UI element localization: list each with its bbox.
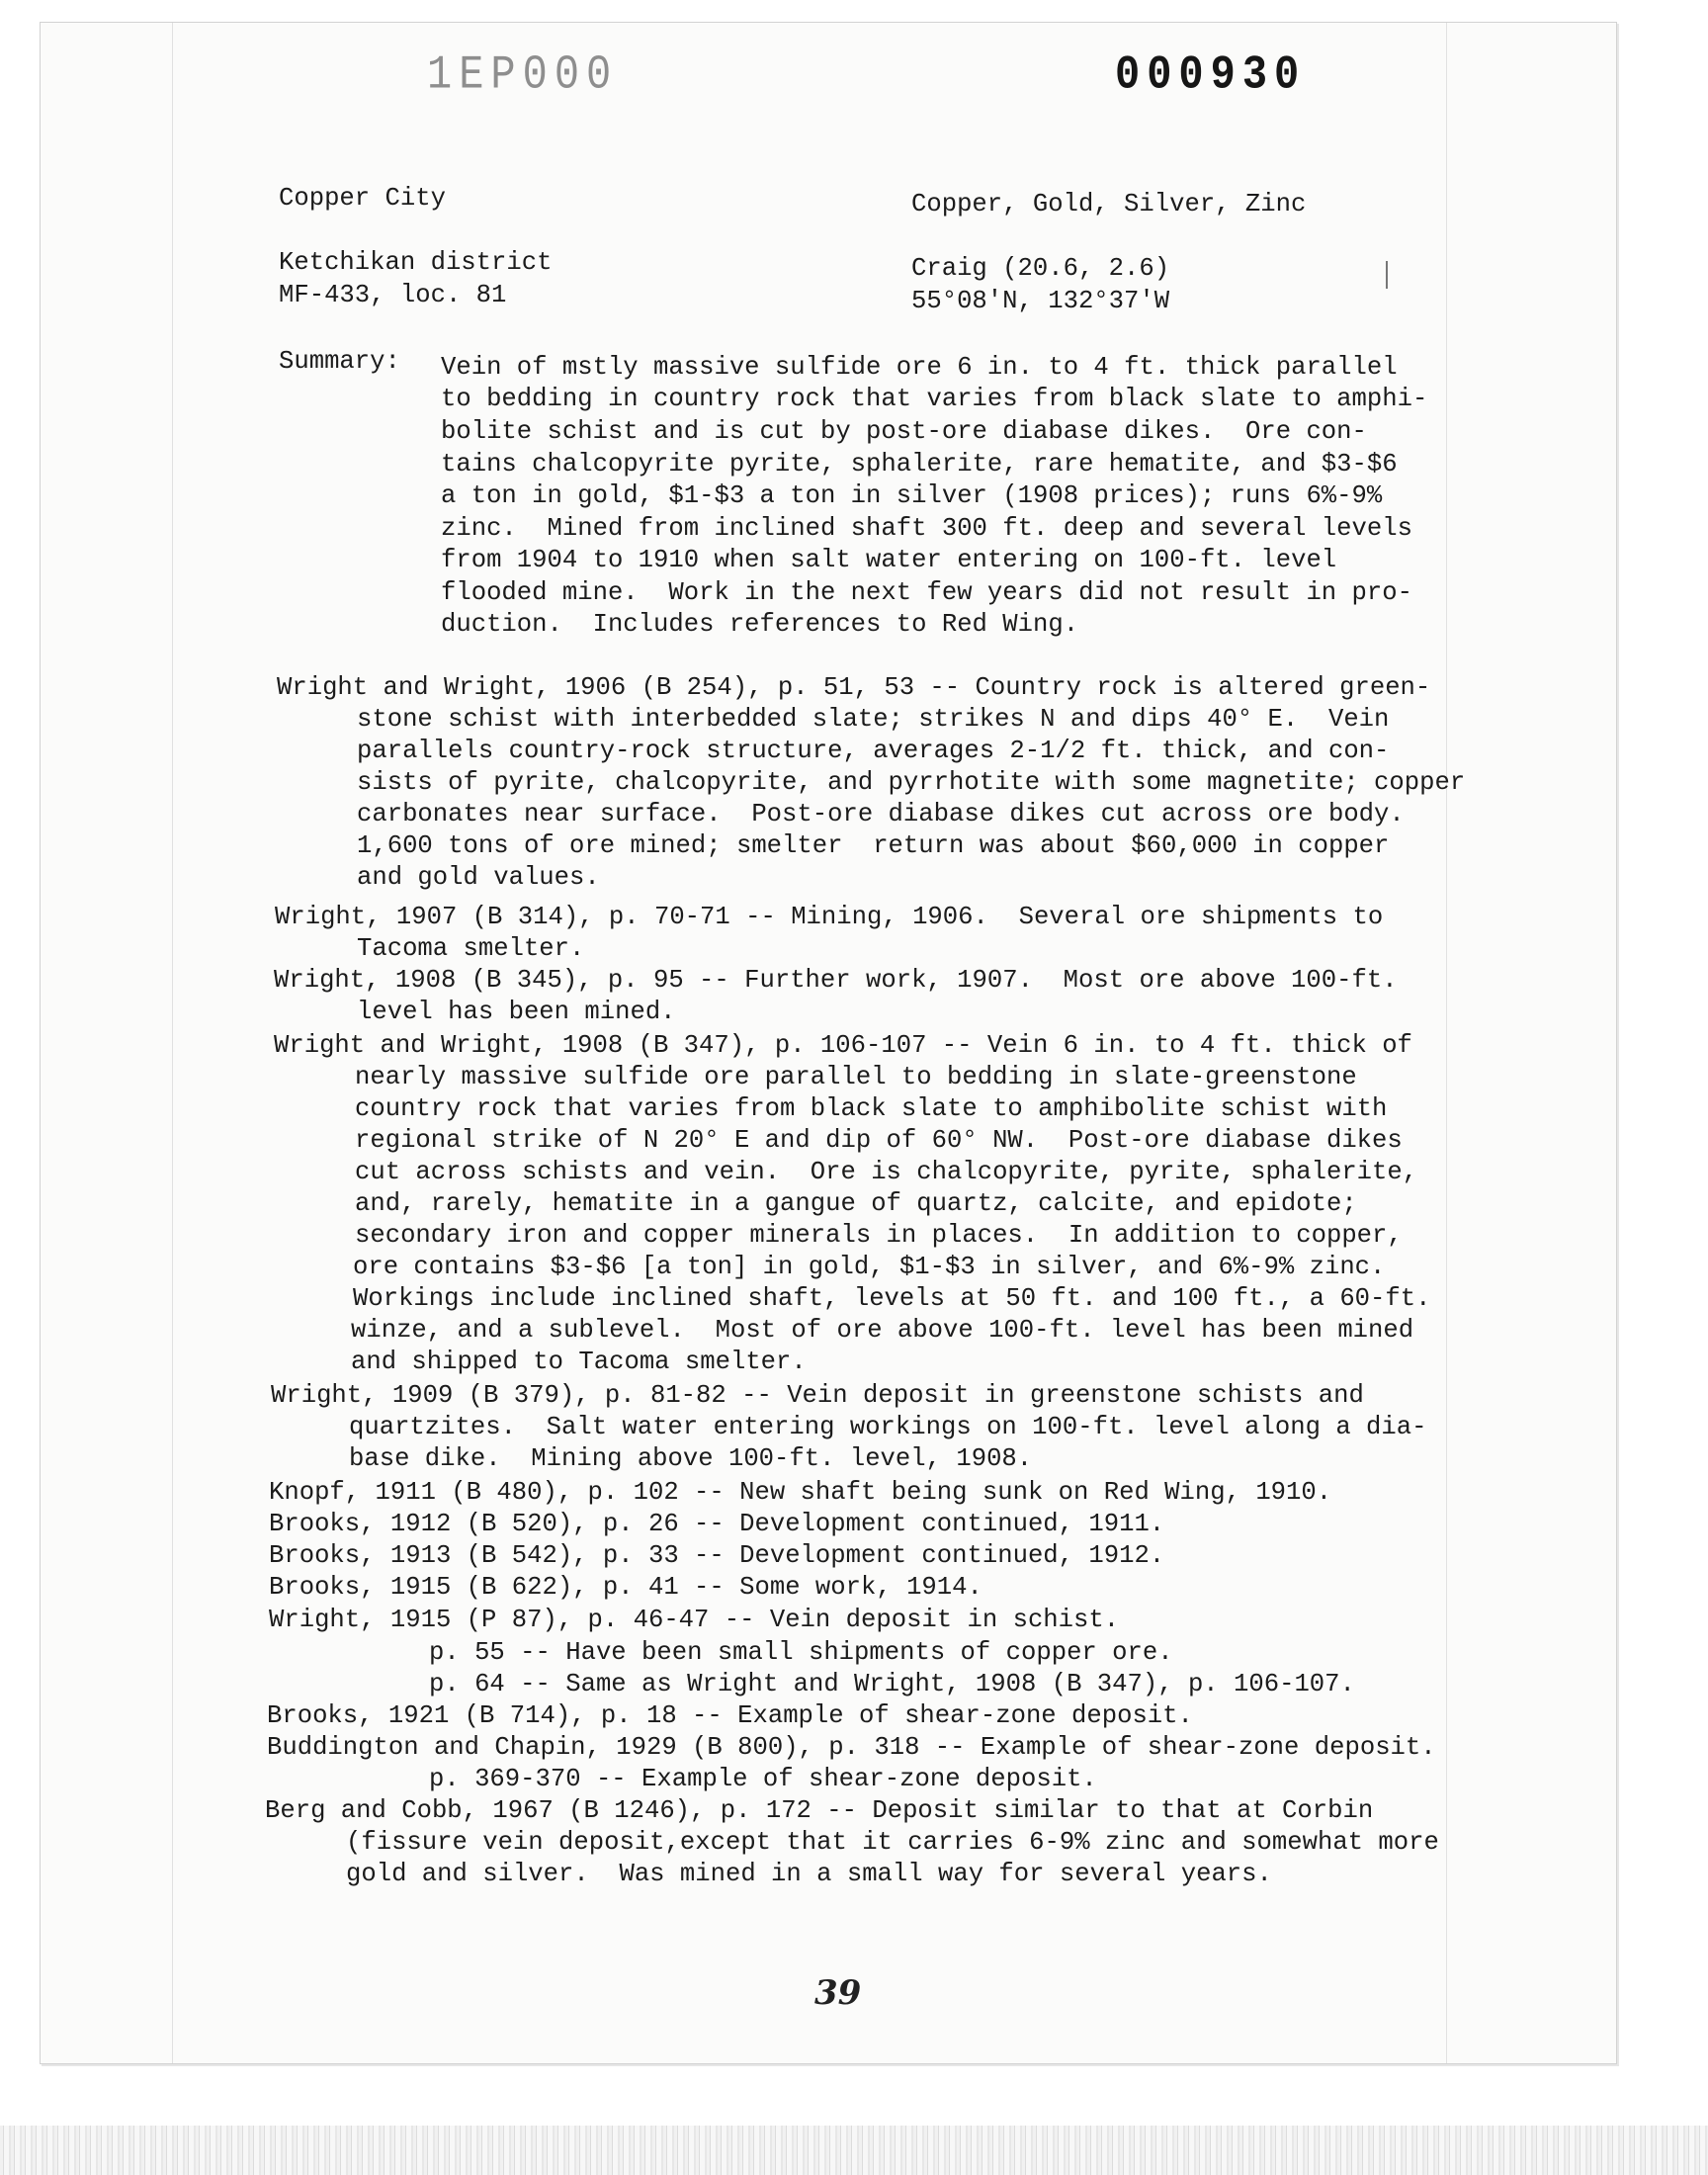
summary-line: duction. Includes references to Red Wing. xyxy=(441,610,1079,639)
reference-line: country rock that varies from black slate to amphibolite schist with xyxy=(355,1094,1388,1123)
district: Ketchikan district xyxy=(279,248,553,277)
reference-line: Workings include inclined shaft, levels at 50 ft. and 100 ft., a 60-ft. xyxy=(353,1284,1431,1313)
summary-line: a ton in gold, $1-$3 a ton in silver (1908 prices); runs 6%-9% xyxy=(441,481,1383,510)
stamp-document-code: 1EP000 xyxy=(427,47,619,103)
deposit-name: Copper City xyxy=(279,184,446,213)
pencil-mark xyxy=(1386,261,1388,289)
reference-line: sists of pyrite, chalcopyrite, and pyrrhotite with some magnetite; copper xyxy=(357,768,1466,797)
reference-line: Wright, 1907 (B 314), p. 70-71 -- Mining, 1906. Several ore shipments to xyxy=(275,903,1384,931)
reference-line: winze, and a sublevel. Most of ore above 100-ft. level has been mined xyxy=(351,1316,1414,1345)
reference-line: ore contains $3-$6 [a ton] in gold, $1-$3 in silver, and 6%-9% zinc. xyxy=(353,1253,1386,1281)
reference-line: carbonates near surface. Post-ore diabase dikes cut across ore body. xyxy=(357,800,1405,828)
reference-line: p. 55 -- Have been small shipments of copper ore. xyxy=(429,1638,1173,1667)
reference-line: and gold values. xyxy=(357,863,600,892)
coordinates: 55°08'N, 132°37'W xyxy=(911,287,1170,315)
reference-line: p. 369-370 -- Example of shear-zone deposit. xyxy=(429,1765,1097,1793)
reference-line: Wright and Wright, 1906 (B 254), p. 51, 53 -- Country rock is altered green- xyxy=(277,673,1431,702)
reference-line: secondary iron and copper minerals in places. In addition to copper, xyxy=(355,1221,1403,1250)
summary-line: flooded mine. Work in the next few years did not result in pro- xyxy=(441,578,1412,607)
summary-line: tains chalcopyrite pyrite, sphalerite, rare hematite, and $3-$6 xyxy=(441,450,1398,478)
reference-line: quartzites. Salt water entering workings on 100-ft. level along a dia- xyxy=(349,1413,1427,1441)
reference-line: Wright and Wright, 1908 (B 347), p. 106-107 -- Vein 6 in. to 4 ft. thick of xyxy=(274,1031,1412,1060)
reference-line: Wright, 1909 (B 379), p. 81-82 -- Vein deposit in greenstone schists and xyxy=(271,1381,1364,1410)
reference-line: level has been mined. xyxy=(357,998,676,1026)
reference-line: base dike. Mining above 100-ft. level, 1908. xyxy=(349,1444,1033,1473)
reference-line: Brooks, 1913 (B 542), p. 33 -- Development continued, 1912. xyxy=(269,1541,1165,1570)
reference-line: Wright, 1908 (B 345), p. 95 -- Further work, 1907. Most ore above 100-ft. xyxy=(274,966,1398,995)
stamp-page-id: 000930 xyxy=(1115,47,1307,103)
quadrangle: Craig (20.6, 2.6) xyxy=(911,254,1170,283)
summary-label: Summary: xyxy=(279,347,400,376)
reference-line: and, rarely, hematite in a gangue of quartz, calcite, and epidote; xyxy=(355,1189,1357,1218)
summary-line: bolite schist and is cut by post-ore diabase dikes. Ore con- xyxy=(441,417,1367,446)
reference-line: stone schist with interbedded slate; strikes N and dips 40° E. Vein xyxy=(357,705,1390,734)
summary-line: from 1904 to 1910 when salt water entering on 100-ft. level xyxy=(441,546,1337,574)
reference-line: (fissure vein deposit,except that it carries 6-9% zinc and somewhat more xyxy=(346,1828,1439,1857)
reference-line: and shipped to Tacoma smelter. xyxy=(351,1348,807,1376)
reference-line: Berg and Cobb, 1967 (B 1246), p. 172 -- Deposit similar to that at Corbin xyxy=(265,1796,1374,1825)
summary-line: to bedding in country rock that varies from black slate to amphi- xyxy=(441,385,1428,413)
reference-line: Tacoma smelter. xyxy=(357,934,585,963)
reference-line: p. 64 -- Same as Wright and Wright, 1908 (B 347), p. 106-107. xyxy=(429,1670,1355,1698)
page-number: 39 xyxy=(814,1973,862,2013)
reference-line: cut across schists and vein. Ore is chalcopyrite, pyrite, sphalerite, xyxy=(355,1158,1418,1186)
reference-line: 1,600 tons of ore mined; smelter return was about $60,000 in copper xyxy=(357,831,1390,860)
scan-edge-artifact xyxy=(0,2126,1708,2175)
reference-line: Brooks, 1912 (B 520), p. 26 -- Development continued, 1911. xyxy=(269,1510,1165,1538)
commodities: Copper, Gold, Silver, Zinc xyxy=(911,190,1307,218)
reference-line: Knopf, 1911 (B 480), p. 102 -- New shaft being sunk on Red Wing, 1910. xyxy=(269,1478,1332,1507)
reference-line: nearly massive sulfide ore parallel to bedding in slate-greenstone xyxy=(355,1063,1357,1091)
reference-line: regional strike of N 20° E and dip of 60° NW. Post-ore diabase dikes xyxy=(355,1126,1403,1155)
map-location: MF-433, loc. 81 xyxy=(279,281,507,309)
scan-fold-line xyxy=(1446,23,1447,2063)
reference-line: parallels country-rock structure, averages 2-1/2 ft. thick, and con- xyxy=(357,737,1390,765)
reference-line: gold and silver. Was mined in a small way for several years. xyxy=(346,1860,1272,1888)
reference-line: Wright, 1915 (P 87), p. 46-47 -- Vein deposit in schist. xyxy=(269,1606,1120,1634)
summary-line: Vein of mstly massive sulfide ore 6 in. to 4 ft. thick parallel xyxy=(441,353,1398,382)
summary-line: zinc. Mined from inclined shaft 300 ft. deep and several levels xyxy=(441,514,1412,543)
scan-fold-line xyxy=(172,23,173,2063)
reference-line: Brooks, 1915 (B 622), p. 41 -- Some work, 1914. xyxy=(269,1573,982,1602)
reference-line: Brooks, 1921 (B 714), p. 18 -- Example of shear-zone deposit. xyxy=(267,1701,1193,1730)
reference-line: Buddington and Chapin, 1929 (B 800), p. 318 -- Example of shear-zone deposit. xyxy=(267,1733,1436,1762)
